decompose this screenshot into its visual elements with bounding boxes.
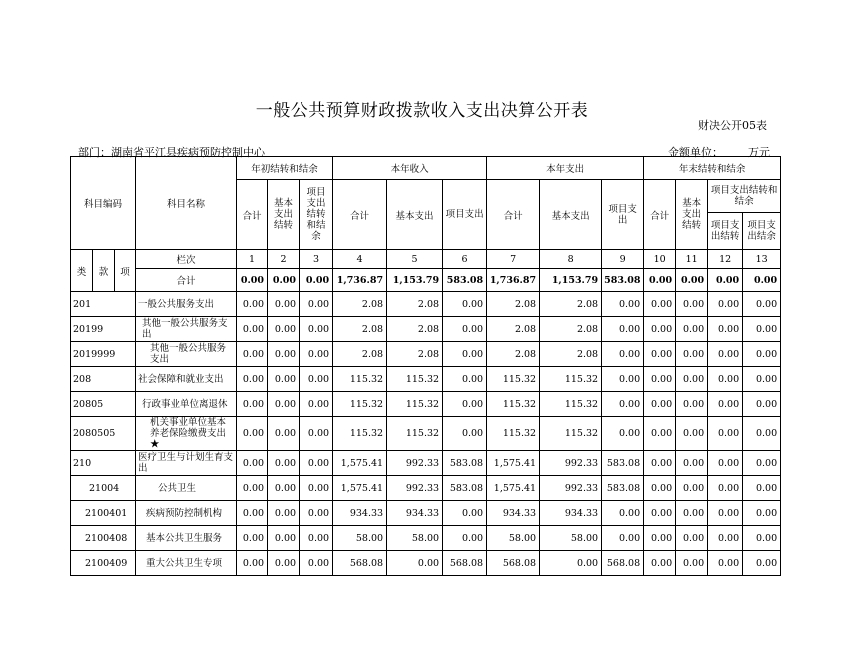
row-value: 2.08 bbox=[540, 317, 602, 342]
row-value: 58.00 bbox=[540, 526, 602, 551]
header-lei: 类 bbox=[71, 250, 93, 292]
row-value: 115.32 bbox=[387, 392, 443, 417]
row-value: 0.00 bbox=[676, 392, 708, 417]
row-value: 0.00 bbox=[743, 476, 781, 501]
table-row bbox=[71, 501, 781, 526]
row-value: 0.00 bbox=[602, 317, 644, 342]
row-value: 0.00 bbox=[676, 317, 708, 342]
total-value: 0.00 bbox=[743, 269, 781, 292]
row-value: 0.00 bbox=[743, 451, 781, 476]
row-value: 2.08 bbox=[333, 317, 387, 342]
row-value: 0.00 bbox=[676, 476, 708, 501]
row-value: 568.08 bbox=[602, 551, 644, 576]
row-value: 0.00 bbox=[268, 526, 300, 551]
row-value: 0.00 bbox=[237, 342, 268, 367]
row-value: 58.00 bbox=[333, 526, 387, 551]
header-expense-project: 项目支出 bbox=[602, 180, 644, 250]
row-value: 0.00 bbox=[300, 551, 333, 576]
row-value: 0.00 bbox=[443, 526, 487, 551]
row-value: 0.00 bbox=[708, 417, 743, 451]
column-number: 2 bbox=[268, 250, 300, 269]
row-value: 1,575.41 bbox=[333, 476, 387, 501]
table-row bbox=[71, 417, 781, 451]
row-value: 0.00 bbox=[676, 292, 708, 317]
row-value: 0.00 bbox=[644, 417, 676, 451]
row-value: 0.00 bbox=[237, 367, 268, 392]
header-group-income: 本年收入 bbox=[333, 157, 487, 180]
row-value: 115.32 bbox=[333, 417, 387, 451]
column-number: 13 bbox=[743, 250, 781, 269]
row-value: 0.00 bbox=[708, 292, 743, 317]
row-value: 0.00 bbox=[300, 476, 333, 501]
row-value: 992.33 bbox=[387, 451, 443, 476]
row-value: 115.32 bbox=[487, 392, 540, 417]
row-value: 0.00 bbox=[540, 551, 602, 576]
row-value: 2.08 bbox=[540, 292, 602, 317]
column-number: 5 bbox=[387, 250, 443, 269]
row-value: 0.00 bbox=[602, 342, 644, 367]
row-value: 0.00 bbox=[237, 317, 268, 342]
header-begin-project: 项目支出结转和结余 bbox=[300, 180, 333, 250]
row-value: 0.00 bbox=[743, 317, 781, 342]
row-value: 0.00 bbox=[237, 292, 268, 317]
header-kuan: 款 bbox=[93, 250, 115, 292]
row-value: 0.00 bbox=[268, 417, 300, 451]
column-number: 1 bbox=[237, 250, 268, 269]
row-value: 934.33 bbox=[333, 501, 387, 526]
row-value: 0.00 bbox=[268, 367, 300, 392]
header-group-end: 年末结转和结余 bbox=[644, 157, 781, 180]
row-value: 0.00 bbox=[644, 392, 676, 417]
header-lanci: 栏次 bbox=[136, 250, 237, 269]
row-value: 0.00 bbox=[708, 551, 743, 576]
row-value: 0.00 bbox=[237, 392, 268, 417]
row-name: 重大公共卫生专项 bbox=[136, 551, 237, 576]
row-name: 其他一般公共服务支出 bbox=[136, 342, 237, 367]
row-value: 0.00 bbox=[708, 392, 743, 417]
row-name: 其他一般公共服务支出 bbox=[136, 317, 237, 342]
row-value: 115.32 bbox=[333, 392, 387, 417]
department-label: 部门：湖南省平江县疾病预防控制中心 bbox=[78, 146, 265, 159]
header-begin-total: 合计 bbox=[237, 180, 268, 250]
row-value: 0.00 bbox=[708, 476, 743, 501]
header-end-basic: 基本支出结转 bbox=[676, 180, 708, 250]
row-code: 208 bbox=[71, 367, 136, 392]
form-code: 财决公开05表 bbox=[698, 119, 767, 132]
column-number: 7 bbox=[487, 250, 540, 269]
row-value: 0.00 bbox=[708, 342, 743, 367]
row-value: 2.08 bbox=[387, 317, 443, 342]
row-value: 115.32 bbox=[540, 367, 602, 392]
row-value: 115.32 bbox=[487, 417, 540, 451]
row-value: 0.00 bbox=[300, 451, 333, 476]
total-value: 1,736.87 bbox=[333, 269, 387, 292]
row-value: 0.00 bbox=[708, 451, 743, 476]
row-value: 0.00 bbox=[387, 551, 443, 576]
row-value: 0.00 bbox=[676, 451, 708, 476]
row-value: 2.08 bbox=[487, 317, 540, 342]
row-value: 934.33 bbox=[540, 501, 602, 526]
row-code: 20805 bbox=[71, 392, 136, 417]
row-value: 0.00 bbox=[443, 367, 487, 392]
row-value: 2.08 bbox=[487, 342, 540, 367]
header-expense-total: 合计 bbox=[487, 180, 540, 250]
row-value: 992.33 bbox=[387, 476, 443, 501]
total-value: 583.08 bbox=[443, 269, 487, 292]
row-value: 58.00 bbox=[387, 526, 443, 551]
row-value: 0.00 bbox=[300, 367, 333, 392]
row-value: 583.08 bbox=[443, 476, 487, 501]
header-income-basic: 基本支出 bbox=[387, 180, 443, 250]
row-value: 0.00 bbox=[443, 292, 487, 317]
total-label: 合计 bbox=[136, 269, 237, 292]
row-value: 568.08 bbox=[487, 551, 540, 576]
row-value: 0.00 bbox=[237, 501, 268, 526]
column-number: 3 bbox=[300, 250, 333, 269]
row-value: 0.00 bbox=[644, 501, 676, 526]
row-name: 一般公共服务支出 bbox=[136, 292, 237, 317]
row-value: 115.32 bbox=[333, 367, 387, 392]
row-value: 0.00 bbox=[443, 501, 487, 526]
row-value: 2.08 bbox=[540, 342, 602, 367]
row-value: 1,575.41 bbox=[487, 451, 540, 476]
table-row bbox=[71, 526, 781, 551]
row-value: 0.00 bbox=[268, 451, 300, 476]
table-row bbox=[71, 392, 781, 417]
row-name: 疾病预防控制机构 bbox=[136, 501, 237, 526]
row-value: 0.00 bbox=[743, 526, 781, 551]
row-value: 0.00 bbox=[602, 417, 644, 451]
total-value: 0.00 bbox=[300, 269, 333, 292]
header-end-project-carry: 项目支出结转 bbox=[708, 213, 743, 250]
row-value: 0.00 bbox=[237, 551, 268, 576]
row-name: 社会保障和就业支出 bbox=[136, 367, 237, 392]
row-value: 115.32 bbox=[387, 367, 443, 392]
row-value: 115.32 bbox=[387, 417, 443, 451]
row-value: 0.00 bbox=[743, 292, 781, 317]
row-value: 0.00 bbox=[708, 367, 743, 392]
row-name: 行政事业单位离退休 bbox=[136, 392, 237, 417]
row-value: 934.33 bbox=[387, 501, 443, 526]
total-value: 0.00 bbox=[708, 269, 743, 292]
row-value: 2.08 bbox=[387, 292, 443, 317]
row-value: 2.08 bbox=[333, 292, 387, 317]
row-code: 2080505 bbox=[71, 417, 136, 451]
row-value: 0.00 bbox=[676, 501, 708, 526]
header-group-begin: 年初结转和结余 bbox=[237, 157, 333, 180]
row-value: 0.00 bbox=[300, 392, 333, 417]
table-row bbox=[71, 476, 781, 501]
table-row bbox=[71, 551, 781, 576]
table-row bbox=[71, 342, 781, 367]
header-group-expense: 本年支出 bbox=[487, 157, 644, 180]
row-value: 0.00 bbox=[644, 292, 676, 317]
row-code: 2019999 bbox=[71, 342, 136, 367]
row-value: 583.08 bbox=[602, 451, 644, 476]
header-end-project-group: 项目支出结转和结余 bbox=[708, 180, 781, 213]
row-name: 医疗卫生与计划生育支出 bbox=[136, 451, 237, 476]
row-value: 0.00 bbox=[743, 501, 781, 526]
row-value: 0.00 bbox=[743, 367, 781, 392]
row-value: 568.08 bbox=[333, 551, 387, 576]
row-value: 0.00 bbox=[644, 476, 676, 501]
table-row bbox=[71, 367, 781, 392]
total-value: 583.08 bbox=[602, 269, 644, 292]
row-value: 0.00 bbox=[743, 342, 781, 367]
row-value: 0.00 bbox=[602, 501, 644, 526]
total-value: 1,153.79 bbox=[387, 269, 443, 292]
row-value: 0.00 bbox=[644, 342, 676, 367]
table-row bbox=[71, 317, 781, 342]
row-value: 2.08 bbox=[387, 342, 443, 367]
unit-label: 金额单位： bbox=[668, 146, 723, 159]
row-value: 934.33 bbox=[487, 501, 540, 526]
header-expense-basic: 基本支出 bbox=[540, 180, 602, 250]
column-number: 11 bbox=[676, 250, 708, 269]
row-value: 2.08 bbox=[487, 292, 540, 317]
row-value: 0.00 bbox=[708, 526, 743, 551]
total-value: 0.00 bbox=[676, 269, 708, 292]
column-number: 9 bbox=[602, 250, 644, 269]
row-code: 210 bbox=[71, 451, 136, 476]
row-value: 0.00 bbox=[443, 417, 487, 451]
row-value: 0.00 bbox=[602, 526, 644, 551]
row-code: 21004 bbox=[71, 476, 136, 501]
row-value: 0.00 bbox=[237, 526, 268, 551]
row-value: 0.00 bbox=[268, 317, 300, 342]
row-value: 115.32 bbox=[540, 392, 602, 417]
row-value: 0.00 bbox=[708, 501, 743, 526]
header-begin-basic: 基本支出结转 bbox=[268, 180, 300, 250]
row-value: 0.00 bbox=[237, 476, 268, 501]
header-xiang: 项 bbox=[115, 250, 136, 292]
row-value: 0.00 bbox=[644, 367, 676, 392]
row-value: 0.00 bbox=[268, 551, 300, 576]
row-name: 机关事业单位基本养老保险缴费支出★ bbox=[136, 417, 237, 451]
row-code: 2100409 bbox=[71, 551, 136, 576]
row-value: 0.00 bbox=[268, 476, 300, 501]
row-value: 992.33 bbox=[540, 476, 602, 501]
row-value: 1,575.41 bbox=[487, 476, 540, 501]
row-value: 0.00 bbox=[602, 292, 644, 317]
row-value: 0.00 bbox=[300, 342, 333, 367]
total-value: 1,153.79 bbox=[540, 269, 602, 292]
row-value: 115.32 bbox=[540, 417, 602, 451]
table-row bbox=[71, 451, 781, 476]
budget-table bbox=[70, 156, 781, 576]
row-code: 2100408 bbox=[71, 526, 136, 551]
column-number: 4 bbox=[333, 250, 387, 269]
header-income-project: 项目支出 bbox=[443, 180, 487, 250]
column-number: 6 bbox=[443, 250, 487, 269]
row-value: 0.00 bbox=[443, 342, 487, 367]
row-value: 0.00 bbox=[644, 526, 676, 551]
row-value: 992.33 bbox=[540, 451, 602, 476]
row-value: 0.00 bbox=[268, 292, 300, 317]
row-code: 2100401 bbox=[71, 501, 136, 526]
row-value: 0.00 bbox=[300, 292, 333, 317]
row-value: 0.00 bbox=[237, 451, 268, 476]
row-value: 0.00 bbox=[743, 392, 781, 417]
row-code: 201 bbox=[71, 292, 136, 317]
row-value: 583.08 bbox=[602, 476, 644, 501]
row-value: 0.00 bbox=[676, 367, 708, 392]
row-value: 2.08 bbox=[333, 342, 387, 367]
row-value: 0.00 bbox=[268, 342, 300, 367]
row-value: 583.08 bbox=[443, 451, 487, 476]
row-value: 0.00 bbox=[443, 317, 487, 342]
row-name: 基本公共卫生服务 bbox=[136, 526, 237, 551]
row-value: 115.32 bbox=[487, 367, 540, 392]
total-value: 0.00 bbox=[644, 269, 676, 292]
table-row bbox=[71, 292, 781, 317]
row-value: 0.00 bbox=[268, 392, 300, 417]
header-end-total: 合计 bbox=[644, 180, 676, 250]
row-value: 0.00 bbox=[268, 501, 300, 526]
row-value: 0.00 bbox=[237, 417, 268, 451]
column-number: 12 bbox=[708, 250, 743, 269]
row-value: 0.00 bbox=[708, 317, 743, 342]
column-number: 8 bbox=[540, 250, 602, 269]
row-value: 0.00 bbox=[602, 367, 644, 392]
row-value: 0.00 bbox=[300, 417, 333, 451]
row-value: 0.00 bbox=[676, 342, 708, 367]
row-name: 公共卫生 bbox=[136, 476, 237, 501]
row-value: 0.00 bbox=[644, 551, 676, 576]
row-code: 20199 bbox=[71, 317, 136, 342]
row-value: 0.00 bbox=[602, 392, 644, 417]
row-value: 1,575.41 bbox=[333, 451, 387, 476]
row-value: 0.00 bbox=[676, 417, 708, 451]
row-value: 0.00 bbox=[676, 551, 708, 576]
row-value: 0.00 bbox=[300, 317, 333, 342]
row-value: 0.00 bbox=[676, 526, 708, 551]
header-income-total: 合计 bbox=[333, 180, 387, 250]
total-value: 0.00 bbox=[268, 269, 300, 292]
header-end-project-surplus: 项目支出结余 bbox=[743, 213, 781, 250]
row-value: 0.00 bbox=[443, 392, 487, 417]
row-value: 58.00 bbox=[487, 526, 540, 551]
row-value: 0.00 bbox=[743, 551, 781, 576]
column-number: 10 bbox=[644, 250, 676, 269]
row-value: 0.00 bbox=[300, 501, 333, 526]
page-title: 一般公共预算财政拨款收入支出决算公开表 bbox=[255, 101, 589, 121]
row-value: 568.08 bbox=[443, 551, 487, 576]
header-subject-name: 科目名称 bbox=[136, 157, 237, 250]
row-value: 0.00 bbox=[644, 451, 676, 476]
row-value: 0.00 bbox=[644, 317, 676, 342]
row-value: 0.00 bbox=[743, 417, 781, 451]
row-value: 0.00 bbox=[300, 526, 333, 551]
unit-value: 万元 bbox=[748, 146, 770, 159]
total-value: 1,736.87 bbox=[487, 269, 540, 292]
header-subject-code: 科目编码 bbox=[71, 157, 136, 250]
total-value: 0.00 bbox=[237, 269, 268, 292]
